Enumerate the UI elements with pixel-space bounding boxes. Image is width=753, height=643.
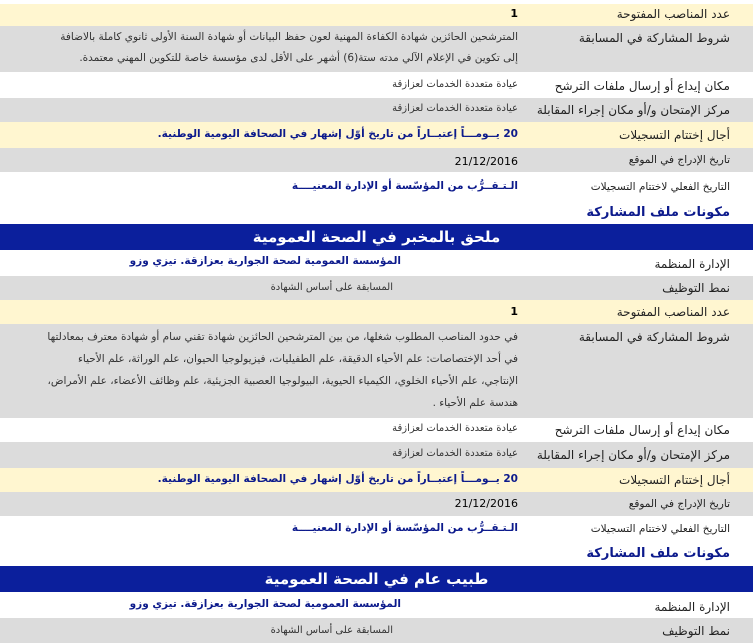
conditions-line: هندسة علم الأحياء . bbox=[432, 397, 518, 409]
row-positions bbox=[0, 300, 753, 324]
row-label: شروط المشاركة في المسابقة bbox=[578, 31, 730, 45]
conditions-line: في أحد الإختصاصات: علم الأحياء الدقيقة، علم الطفيليات، فيزيولوجيا الحيوان، علم الوراثة، علم الأحياء bbox=[77, 353, 518, 365]
deadline-value: 20 يــومـــاً إعتبــاراً من تاريخ أوّل إشهار في الصحافة اليومية الوطنية. bbox=[157, 473, 518, 485]
conditions-line: إلى تكوين في الإعلام الآلي مدته ستة(6) أشهر على الأقل لدى مؤسسة خاصة للتكوين المهني معتمدة. bbox=[79, 52, 518, 64]
row-deposit bbox=[0, 72, 753, 98]
file-heading: مكونات ملف المشاركة bbox=[586, 205, 730, 220]
row-label: نمط التوظيف bbox=[662, 281, 730, 295]
row-deadline bbox=[0, 468, 753, 492]
row-conditions bbox=[0, 26, 753, 72]
row-label: مكان إيداع أو إرسال ملفات الترشح bbox=[554, 423, 730, 437]
conditions-line: الإنتاجي، علم الأحياء الخلوي، الكيمياء الحيوية، البيولوجيا العصبية الجزيئية، علم وظائف الأعضاء، علم الأمراض، bbox=[47, 375, 518, 387]
org-value: المؤسسة العمومية لصحة الجوارية بعزازقة. تيزي وزو bbox=[129, 598, 401, 610]
positions-value: 1 bbox=[510, 7, 518, 20]
row-exam bbox=[0, 98, 753, 122]
row-label: عدد المناصب المفتوحة bbox=[616, 7, 730, 21]
row-positions bbox=[0, 4, 753, 26]
job-title: ملحق بالمخبر في الصحة العمومية bbox=[252, 228, 501, 246]
conditions-line: في حدود المناصب المطلوب شغلها، من بين المترشحين الحائزين شهادة تقني سام أو شهادة معترف بمعادلتها bbox=[47, 331, 518, 343]
row-posted-value bbox=[0, 150, 753, 174]
job-title: طبيب عام في الصحة العمومية bbox=[264, 570, 489, 588]
exam-value: عيادة متعددة الخدمات لعزازقة bbox=[392, 103, 518, 114]
row-deposit bbox=[0, 418, 753, 442]
actual-value: الـتـقــرُّب من المؤسّسة أو الإدارة المعنيــــة bbox=[291, 522, 518, 534]
row-conditions bbox=[0, 324, 753, 418]
row-label: تاريخ الإدراج في الموقع bbox=[628, 154, 730, 166]
row-label: شروط المشاركة في المسابقة bbox=[578, 330, 730, 344]
file-heading: مكونات ملف المشاركة bbox=[586, 546, 730, 561]
job-header-bar[interactable] bbox=[0, 566, 753, 592]
mode-value: المسابقة على أساس الشهادة bbox=[270, 282, 393, 293]
row-exam bbox=[0, 442, 753, 468]
conditions-line: المترشحين الحائزين شهادة الكفاءة المهنية لعون حفظ البيانات أو شهادة السنة الأولى ثانوي كاملة بالاضافة bbox=[60, 31, 518, 43]
deposit-value: عيادة متعددة الخدمات لعزازقة bbox=[392, 79, 518, 90]
row-org bbox=[0, 250, 753, 276]
row-mode bbox=[0, 618, 753, 643]
positions-value: 1 bbox=[510, 305, 518, 318]
row-label: مكان إيداع أو إرسال ملفات الترشح bbox=[554, 79, 730, 93]
row-label: التاريخ الفعلي لاختتام التسجيلات bbox=[590, 181, 730, 193]
row-mode bbox=[0, 276, 753, 300]
row-label: مركز الإمتحان و/أو مكان إجراء المقابلة bbox=[536, 103, 730, 117]
row-label: الإدارة المنظمة bbox=[654, 600, 730, 614]
deadline-value: 20 يــومـــاً إعتبــاراً من تاريخ أوّل إشهار في الصحافة اليومية الوطنية. bbox=[157, 128, 518, 140]
row-label: مركز الإمتحان و/أو مكان إجراء المقابلة bbox=[536, 448, 730, 462]
deposit-value: عيادة متعددة الخدمات لعزازقة bbox=[392, 423, 518, 434]
row-label: أجال إختتام التسجيلات bbox=[619, 128, 730, 142]
job-header-bar[interactable] bbox=[0, 224, 753, 250]
row-label: عدد المناصب المفتوحة bbox=[616, 305, 730, 319]
row-label: الإدارة المنظمة bbox=[654, 257, 730, 271]
row-actual bbox=[0, 174, 753, 200]
row-label: أجال إختتام التسجيلات bbox=[619, 473, 730, 487]
posted-value: 21/12/2016 bbox=[454, 497, 518, 510]
mode-value: المسابقة على أساس الشهادة bbox=[270, 625, 393, 636]
row-label: تاريخ الإدراج في الموقع bbox=[628, 498, 730, 510]
actual-value: الـتـقــرُّب من المؤسّسة أو الإدارة المعنيــــة bbox=[291, 180, 518, 192]
row-file bbox=[0, 542, 753, 566]
posted-value: 21/12/2016 bbox=[454, 155, 518, 168]
row-posted bbox=[0, 492, 753, 516]
row-label: التاريخ الفعلي لاختتام التسجيلات bbox=[590, 523, 730, 535]
row-label: نمط التوظيف bbox=[662, 624, 730, 638]
org-value: المؤسسة العمومية لصحة الجوارية بعزازقة. تيزي وزو bbox=[129, 255, 401, 267]
row-file bbox=[0, 200, 753, 224]
row-deadline bbox=[0, 122, 753, 148]
row-actual bbox=[0, 516, 753, 542]
row-org bbox=[0, 592, 753, 618]
exam-value: عيادة متعددة الخدمات لعزازقة bbox=[392, 448, 518, 459]
